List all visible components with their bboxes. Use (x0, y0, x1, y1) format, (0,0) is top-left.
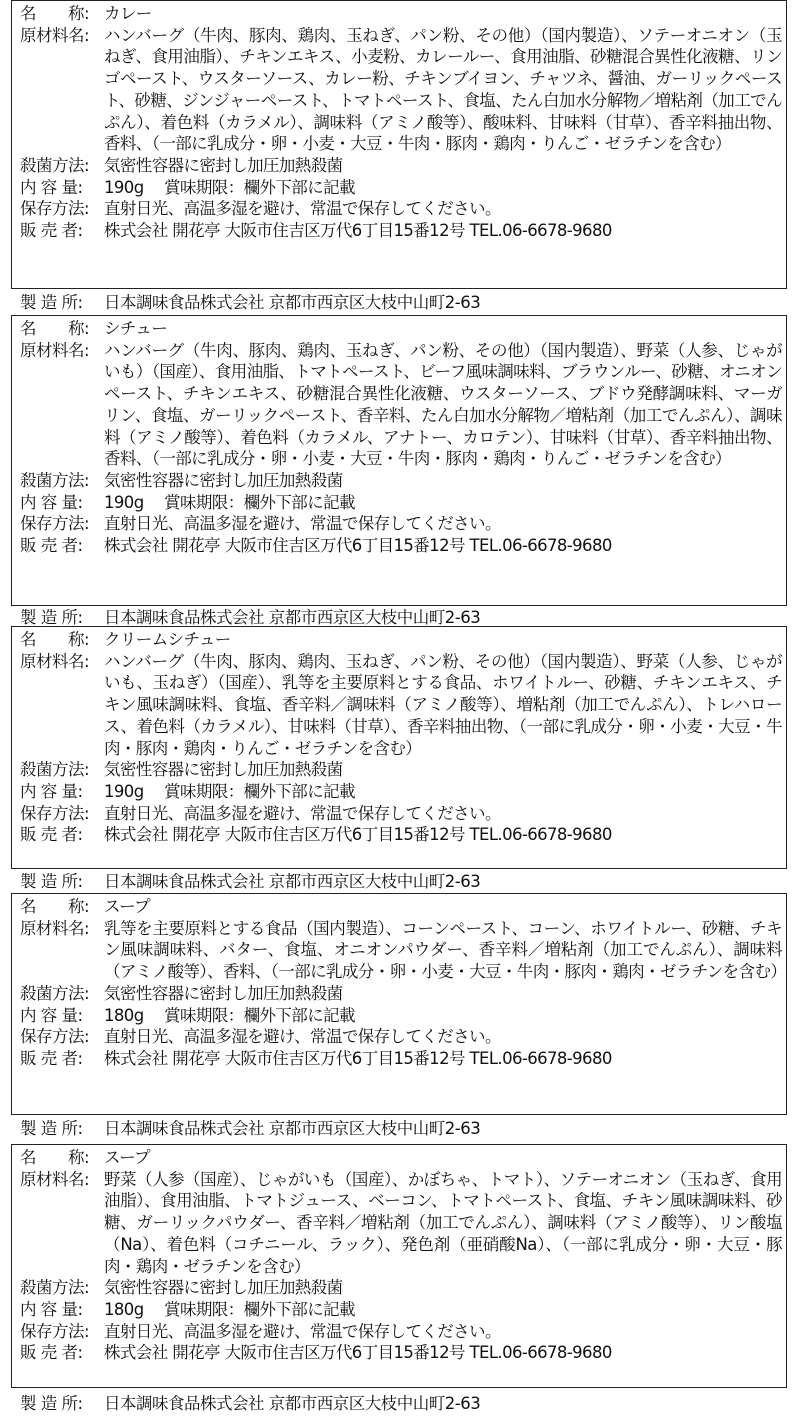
ingredients-row (20, 918, 787, 983)
manufacturer-text: 日本調味食品株式会社 京都市西京区大枝中山町2-63 (104, 1394, 481, 1413)
storage-text: 直射日光、高温多湿を避け、常温で保存してください。 (104, 514, 501, 534)
content-key: 内 容 量: (20, 1005, 83, 1025)
seller-text: 株式会社 開花亭 大阪市住吉区万代6丁目15番12号 TEL.06-6678-9680 (104, 221, 612, 241)
content-key: 内 容 量: (20, 177, 83, 197)
food-label-vegetable-soup (11, 1144, 787, 1388)
content-text: 190g 賞味期限：欄外下部に記載 (104, 492, 355, 512)
storage-text: 直射日光、高温多湿を避け、常温で保存してください。 (104, 803, 501, 823)
storage-text: 直射日光、高温多湿を避け、常温で保存してください。 (104, 199, 501, 219)
content-key: 内 容 量: (20, 781, 83, 801)
name-row (20, 1147, 782, 1169)
storage-key: 保存方法: (20, 1027, 90, 1047)
seller-key: 販 売 者: (20, 221, 83, 241)
name-key: 名 称: (20, 630, 90, 649)
seller-text: 株式会社 開花亭 大阪市住吉区万代6丁目15番12号 TEL.06-6678-9680 (104, 536, 612, 556)
ingredients-row (20, 651, 782, 760)
manufacturer-text: 日本調味食品株式会社 京都市西京区大枝中山町2-63 (104, 872, 481, 891)
sterilization-key: 殺菌方法: (20, 470, 90, 490)
sterilization-text: 気密性容器に密封し加圧加熱殺菌 (104, 760, 343, 780)
food-label-curry (11, 0, 787, 289)
product-name: スープ (104, 897, 151, 916)
seller-text: 株式会社 開花亭 大阪市住吉区万代6丁目15番12号 TEL.06-6678-9680 (104, 1343, 612, 1363)
seller-key: 販 売 者: (20, 1343, 83, 1363)
seller-row (20, 1342, 782, 1364)
content-text: 180g 賞味期限：欄外下部に記載 (104, 1005, 355, 1025)
name-key: 名 称: (20, 4, 90, 23)
seller-row (20, 220, 782, 242)
product-name: スープ (104, 1148, 151, 1167)
manufacturer-key: 製 造 所: (20, 872, 83, 891)
ingredients-text: 野菜（人参（国産）、じゃがいも（国産）、かぼちゃ、トマト）、ソテーオニオン（玉ねぎ、食用油脂）、食用油脂、トマトジュース、ベーコン、トマトペースト、食塩、チキン風味調味料、砂糖、ガーリックパウダー、香辛料／増粘剤（加工でんぷん）、調味料（アミノ酸等）、リン酸塩（Na）、着色料（コチニール、ラック）、発色剤（亜硝酸Na）、（一部に乳成分・卵・大豆・豚肉・鶏肉・ゼラチンを含む） (104, 1169, 782, 1276)
sterilization-key: 殺菌方法: (20, 1278, 90, 1298)
content-row (20, 1299, 782, 1321)
sterilization-text: 気密性容器に密封し加圧加熱殺菌 (104, 1278, 343, 1298)
food-label-stew (11, 315, 787, 606)
sterilization-text: 気密性容器に密封し加圧加熱殺菌 (104, 983, 343, 1003)
manufacturer-line (20, 1118, 790, 1140)
content-row (20, 177, 782, 199)
sterilization-key: 殺菌方法: (20, 155, 90, 175)
content-key: 内 容 量: (20, 1299, 83, 1319)
content-text: 180g 賞味期限：欄外下部に記載 (104, 1299, 355, 1319)
storage-text: 直射日光、高温多湿を避け、常温で保存してください。 (104, 1321, 501, 1341)
content-text: 190g 賞味期限：欄外下部に記載 (104, 177, 355, 197)
ingredients-row (20, 1169, 782, 1278)
ingredients-text: ハンバーグ（牛肉、豚肉、鶏肉、玉ねぎ、パン粉、その他）（国内製造）、野菜（人参、じゃがいも、玉ねぎ）（国産）、乳等を主要原料とする食品、ホワイトルー、砂糖、チキンエキス、チキン風味調味料、食塩、香辛料／調味料（アミノ酸等）、増粘剤（加工でんぷん）、トレハロース、着色料（カラメル）、甘味料（甘草）、香辛料抽出物、（一部に乳成分・卵・小麦・大豆・牛肉・豚肉・鶏肉・りんご・ゼラチンを含む） (104, 651, 782, 758)
content-key: 内 容 量: (20, 492, 83, 512)
manufacturer-text: 日本調味食品株式会社 京都市西京区大枝中山町2-63 (104, 293, 481, 312)
food-label-corn-soup (11, 893, 787, 1115)
storage-row (20, 803, 782, 825)
name-row (20, 629, 782, 651)
name-row (20, 3, 782, 25)
storage-row (20, 198, 782, 220)
sterilization-row (20, 155, 782, 177)
storage-row (20, 513, 782, 535)
manufacturer-key: 製 造 所: (20, 293, 83, 312)
sterilization-key: 殺菌方法: (20, 983, 90, 1003)
name-row (20, 318, 782, 340)
name-row (20, 896, 782, 918)
sterilization-row (20, 470, 782, 492)
ingredients-text: ハンバーグ（牛肉、豚肉、鶏肉、玉ねぎ、パン粉、その他）（国内製造）、ソテーオニオン（玉ねぎ、食用油脂）、チキンエキス、小麦粉、カレールー、食用油脂、砂糖混合異性化液糖、リンゴペースト、ウスターソース、カレー粉、チキンブイヨン、チャツネ、醤油、ガーリックペースト、砂糖、ジンジャーペースト、トマトペースト、食塩、たん白加水分解物／増粘剤（加工でんぷん）、着色料（カラメル）、調味料（アミノ酸等）、酸味料、甘味料（甘草）、香辛料抽出物、香料、（一部に乳成分・卵・小麦・大豆・牛肉・豚肉・鶏肉・りんご・ゼラチンを含む） (104, 25, 782, 154)
storage-row (20, 1321, 782, 1343)
sterilization-row (20, 759, 782, 781)
name-key: 名 称: (20, 897, 90, 916)
food-label-cream-stew (11, 626, 787, 869)
storage-key: 保存方法: (20, 514, 90, 534)
ingredients-row (20, 340, 782, 470)
content-row (20, 781, 782, 803)
manufacturer-text: 日本調味食品株式会社 京都市西京区大枝中山町2-63 (104, 608, 481, 627)
manufacturer-line (20, 1393, 790, 1415)
ingredients-key: 原材料名: (20, 25, 90, 45)
product-name: カレー (104, 4, 152, 23)
seller-key: 販 売 者: (20, 825, 83, 845)
ingredients-key: 原材料名: (20, 1169, 90, 1189)
sterilization-text: 気密性容器に密封し加圧加熱殺菌 (104, 155, 343, 175)
manufacturer-line (20, 871, 790, 893)
ingredients-key: 原材料名: (20, 651, 90, 671)
content-row (20, 492, 782, 514)
seller-row (20, 535, 782, 557)
ingredients-text: ハンバーグ（牛肉、豚肉、鶏肉、玉ねぎ、パン粉、その他）（国内製造）、野菜（人参、じゃがいも）（国産）、食用油脂、トマトペースト、ビーフ風味調味料、ブラウンルー、砂糖、オニオンペースト、チキンエキス、砂糖混合異性化液糖、ウスターソース、ブドウ発酵調味料、マーガリン、食塩、ガーリックペースト、香辛料、たん白加水分解物／増粘剤（加工でんぷん）、調味料（アミノ酸等）、着色料（カラメル、アナトー、カロテン）、甘味料（甘草）、香辛料抽出物、香料、（一部に乳成分・卵・小麦・大豆・牛肉・豚肉・鶏肉・りんご・ゼラチンを含む） (104, 340, 782, 469)
product-name: シチュー (104, 319, 168, 338)
ingredients-row (20, 25, 782, 155)
seller-row (20, 824, 782, 846)
manufacturer-key: 製 造 所: (20, 1394, 83, 1413)
sterilization-key: 殺菌方法: (20, 760, 90, 780)
content-row (20, 1005, 782, 1027)
storage-key: 保存方法: (20, 199, 90, 219)
manufacturer-line (20, 292, 790, 314)
manufacturer-key: 製 造 所: (20, 608, 83, 627)
sterilization-row (20, 983, 782, 1005)
name-key: 名 称: (20, 319, 90, 338)
seller-key: 販 売 者: (20, 1048, 83, 1068)
name-key: 名 称: (20, 1148, 90, 1167)
storage-text: 直射日光、高温多湿を避け、常温で保存してください。 (104, 1027, 501, 1047)
content-text: 190g 賞味期限：欄外下部に記載 (104, 781, 355, 801)
seller-row (20, 1048, 782, 1070)
sterilization-text: 気密性容器に密封し加圧加熱殺菌 (104, 470, 343, 490)
product-name: クリームシチュー (104, 630, 231, 649)
storage-row (20, 1026, 782, 1048)
seller-key: 販 売 者: (20, 536, 83, 556)
storage-key: 保存方法: (20, 1321, 90, 1341)
seller-text: 株式会社 開花亭 大阪市住吉区万代6丁目15番12号 TEL.06-6678-9680 (104, 825, 612, 845)
ingredients-text: 乳等を主要原料とする食品（国内製造）、コーンペースト、コーン、ホワイトルー、砂糖、チキン風味調味料、バター、食塩、オニオンパウダー、香辛料／増粘剤（加工でんぷん）、調味料（アミノ酸等）、香料、（一部に乳成分・卵・小麦・大豆・牛肉・豚肉・鶏肉・ゼラチンを含む） (104, 918, 787, 982)
storage-key: 保存方法: (20, 803, 90, 823)
manufacturer-key: 製 造 所: (20, 1119, 83, 1138)
ingredients-key: 原材料名: (20, 340, 90, 360)
ingredients-key: 原材料名: (20, 918, 90, 938)
manufacturer-text: 日本調味食品株式会社 京都市西京区大枝中山町2-63 (104, 1119, 481, 1138)
sterilization-row (20, 1277, 782, 1299)
seller-text: 株式会社 開花亭 大阪市住吉区万代6丁目15番12号 TEL.06-6678-9680 (104, 1048, 612, 1068)
